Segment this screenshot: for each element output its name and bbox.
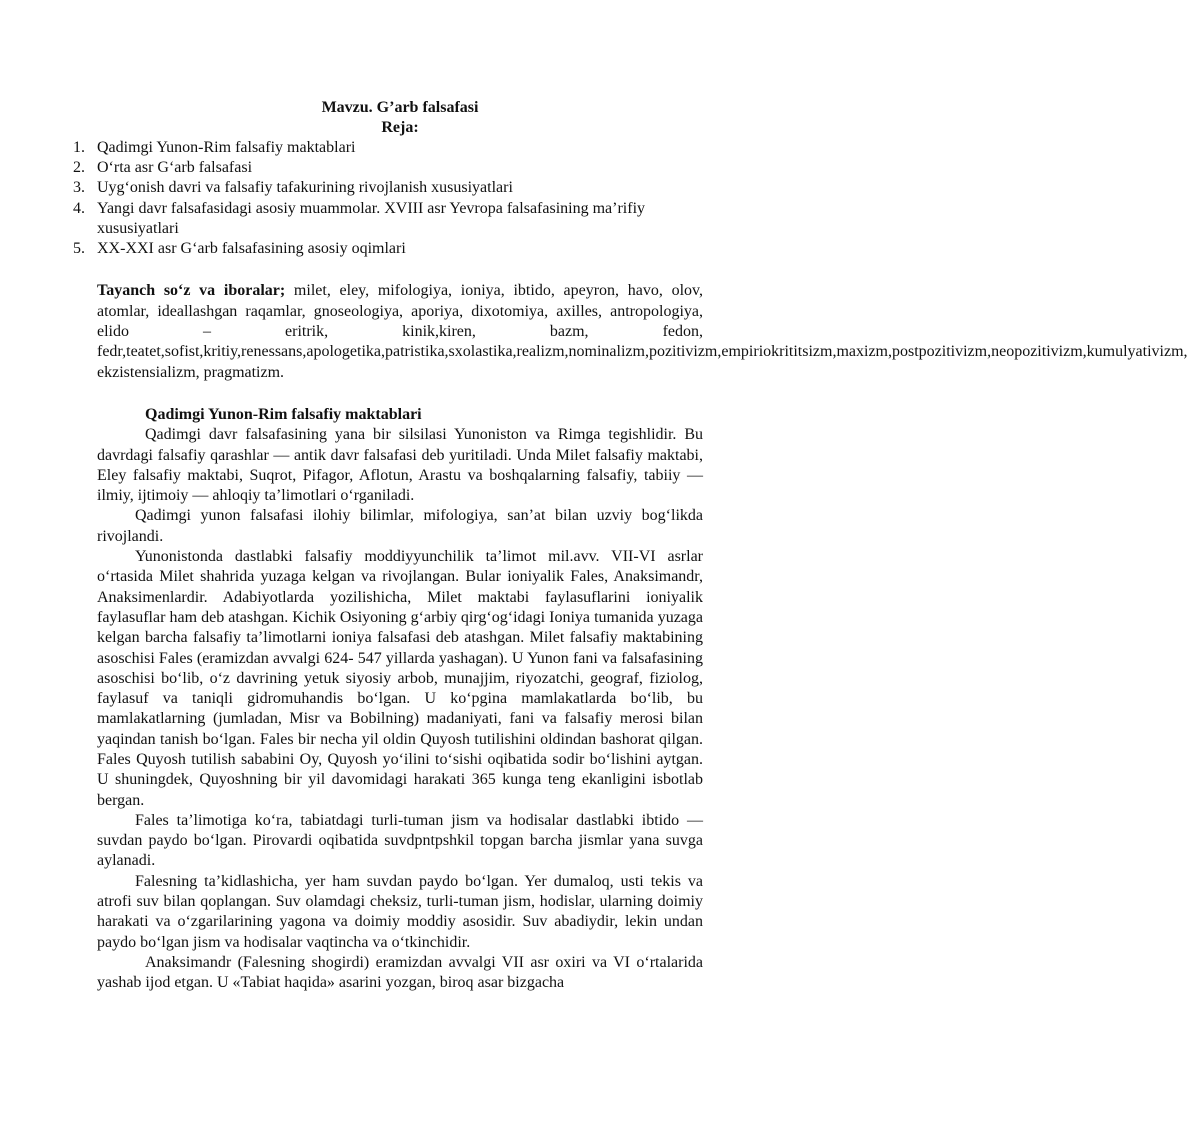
plan-item-text: XX-XXI asr G‘arb falsafasining asosiy oqimlari	[97, 240, 406, 258]
keywords-paragraph	[97, 281, 1188, 383]
body-paragraph: Qadimgi davr falsafasining yana bir silsilasi Yunoniston va Rimga tegishlidir. Bu davrdagi falsafiy qarashlar — antik davr falsafasi deb yuritiladi. Unda Milet falsafiy maktabi, Eley falsafiy maktabi, Suqrot, Pifagor, Aflotun, Arastu va boshqalarning falsafiy, tabiiy — ilmiy, ijtimoiy — ahloqiy ta’limotlari o‘rganiladi.	[97, 426, 703, 505]
body-paragraph: Qadimgi yunon falsafasi ilohiy bilimlar, mifologiya, san’at bilan uzviy bog‘likda rivojlandi.	[97, 507, 703, 545]
body-paragraph: Fales ta’limotiga ko‘ra, tabiatdagi turli-tuman jism va hodisalar dastlabki ibtido — suvdan paydo bo‘lgan. Pirovardi oqibatida suvdpntpshkil topgan barcha jismlar yana suvga aylanadi.	[97, 811, 703, 870]
plan-item	[73, 158, 703, 178]
plan-item-number: 5.	[73, 240, 85, 258]
plan-item-text: Qadimgi Yunon-Rim falsafiy maktablari	[97, 139, 356, 156]
body-paragraph: Yunonistonda dastlabki falsafiy moddiyyunchilik ta’limot mil.avv. VII-VI asrlar o‘rtasida Milet shahrida yuzaga kelgan va rivojlangan. Bular ioniyalik Fales, Anaksimandr, Anaksimenlardir. Adabiyotlarda yozilishicha, Milet maktabi faylasuflarini ioniyalik faylasuflar ham deb atashgan. Kichik Osiyoning g‘arbiy qirg‘og‘idagi Ioniya tumanida yuzaga kelgan barcha falsafiy ta’limotlarni ioniya falsafasi deb atashgan. Milet falsafiy maktabining asoschisi Fales (eramizdan avvalgi 624- 547 yillarda yashagan). U Yunon fani va falsafasining asoschisi bo‘lib, o‘z davrining yetuk siyosiy arbob, munajjim, riyozatchi, geograf, fiziolog, faylasuf va taniqli gidromuhandis bo‘lgan. U ko‘pgina mamlakatlarda bo‘lib, bu mamlakatlarning (jumladan, Misr va Bobilning) madaniyati, fani va falsafiy merosi bilan yaqindan tanish bo‘lgan. Fales bir necha yil oldin Quyosh tutilishini oldindan bashorat qilgan. Fales Quyosh tutilish sababini Oy, Quyosh yo‘ilini to‘sishi oqibatida sodir bo‘lishini aytgan. U shuningdek, Quyoshning bir yil davomidagi harakati 365 kunga teng ekanligini isbotlab bergan.	[97, 548, 703, 809]
plan-item-number: 1.	[73, 139, 85, 156]
page-title: Mavzu. G’arb falsafasi	[321, 99, 479, 116]
plan-item	[73, 199, 703, 239]
keywords-text: milet, eley, mifologiya, ioniya, ibtido, apeyron, havo, olov, atomlar, ideallashgan raqamlar, gnoseologiya, aporiya, dixotomiya, axilles, antropologiya, elido – eritrik, kinik,kiren, bazm, fedon, fedr,teatet,sofist,kritiy,renessans,apologetika,patristika,sxolastika,realizm,nominalizm,pozitivizm,empiriokrititsizm,maxizm,postpozitivizm,neopozitivizm,kumulyativizm, ekzistensializm, pragmatizm.	[97, 282, 1188, 381]
plan-item	[73, 178, 703, 198]
page-content	[73, 97, 1188, 994]
plan-item-text: O‘rta asr G‘arb falsafasi	[97, 159, 253, 177]
plan-list	[73, 138, 703, 259]
plan-item-number: 2.	[73, 159, 85, 177]
plan-item-number: 3.	[73, 179, 85, 197]
plan-heading: Reja:	[381, 119, 419, 136]
body-paragraph: Anaksimandr (Falesning shogirdi) eramizdan avvalgi VII asr oxiri va VI o‘rtalarida yashab ijod etgan. U «Tabiat haqida» asarini yozgan, biroq asar bizgacha	[97, 953, 703, 992]
section-heading: Qadimgi Yunon-Rim falsafiy maktablari	[145, 406, 422, 424]
plan-item-number: 4.	[73, 199, 85, 217]
plan-item-text: Uyg‘onish davri va falsafiy tafakurining rivojlanish xususiyatlari	[97, 179, 513, 197]
body-paragraph: Falesning ta’kidlashicha, yer ham suvdan paydo bo‘lgan. Yer dumaloq, usti tekis va atrofi suv bilan qoplangan. Suv olamdagi cheksiz, turli-tuman jism, hodislar, ularning doimiy harakati va o‘zgarilarining yagona va doimiy moddiy asosidir. Suv abadiydir, lekin undan paydo bo‘lgan jism va hodisalar vaqtincha va o‘tkinchidir.	[97, 872, 703, 951]
plan-item-text: Yangi davr falsafasidagi asosiy muammolar. XVIII asr Yevropa falsafasining ma’rifiy xususiyatlari	[97, 199, 646, 237]
plan-item	[73, 239, 703, 259]
keywords-label: Tayanch so‘z va iboralar;	[97, 282, 286, 300]
plan-item	[73, 138, 703, 158]
